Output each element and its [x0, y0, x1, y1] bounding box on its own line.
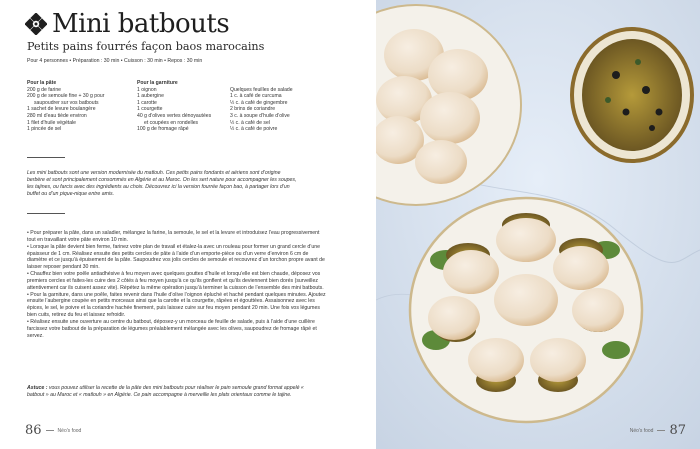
ingredient-item: 200 g de farine — [27, 86, 61, 93]
ingredient-item: 100 g de fromage râpé — [137, 126, 189, 133]
ingredient-item: 3 c. à soupe d’huile d’olive — [230, 112, 290, 119]
dough-heading: Pour la pâte — [27, 80, 57, 86]
brand-name-right: Néo's food — [629, 427, 654, 434]
step-paragraph: • Lorsque la pâte devient bien ferme, farinez votre plan de travail et étalez-la avec un rouleau pour former un grand cercle d’une épaisseur de 1 cm. Réalisez ensuite des petits cercles de pâte à l’aide d’un emporte-pièce ou d’un verre d’environ 6 cm de diamètre et ce jusqu’à épuisement de la pâte. Saupoudrez vos jolis cercles de semoule et recouvrez d’un torchon propre avant de laisser reposer pendant 30 min. — [27, 243, 325, 271]
tip-text: vous pouvez utiliser la recette de la pâte des mini batbouts pour réaliser le pain semoule grand format appelé « batbout » au Maroc et « matlouh » en Algérie. Ce pain accompagne à merveille les plats orientaux comme le tajine. — [27, 385, 304, 398]
ingredient-item: 200 g de semoule fine + 30 g pour — [27, 93, 105, 100]
ingredient-item: 1 c. à café de curcuma — [230, 93, 282, 100]
ingredient-item: 1 courgette — [137, 106, 163, 113]
tip-label: Astuce : — [27, 385, 48, 391]
recipe-subtitle: Petits pains fourrés façon baos marocains — [27, 40, 265, 53]
recipe-intro: Les mini batbouts sont une version modernisée du matlouh. Ces petits pains fondants et aériens sont d’origine berbère et sont principalement consommés en Algérie et au Maroc. On les sert nature pour accompagner les soupes, les tajines, ou farcis avec des ingrédients au choix. Découvrez ici la version fourrée façon bao, à partager lors d’un buffet ou d’un pique-nique entre amis. — [27, 170, 297, 197]
recipe-meta: Pour 4 personnes • Préparation : 30 min • Cuisson : 30 min • Repos : 30 min — [27, 58, 203, 64]
ingredient-item: 280 ml d’eau tiède environ — [27, 112, 87, 119]
ingredient-item: ½ c. à café de gingembre — [230, 99, 288, 106]
page-number-right: 87 — [669, 423, 686, 438]
title-row — [25, 10, 229, 38]
decorative-ornament-icon — [25, 13, 47, 35]
folio-dash — [46, 430, 54, 431]
ingredient-item: 1 pincée de sel — [27, 126, 62, 133]
page-number-left: 86 — [25, 423, 42, 438]
folio-dash — [657, 430, 665, 431]
brand-name-left: Néo's food — [57, 427, 82, 434]
step-paragraph: • Chauffez bien votre poêle antiadhésive à feu moyen avec quelques gouttes d’huile et lorsqu’elle est bien chaude, déposez vos premiers cercles et faites-les cuire des 2 côtés à feu moyen jusqu’à ce qu’ils gonflent et qu’ils deviennent bien dorés (surveillez attentivement car ils cuisent assez vite). Répétez la même opération jusqu’à terminer la cuisson de l’ensemble des mini batbouts. — [27, 271, 324, 291]
folio-right — [630, 423, 686, 438]
ingredient-item: et coupées en rondelles — [144, 119, 199, 126]
ingredient-item: saupoudrer sur vos batbouts — [34, 99, 99, 106]
filling-bowl — [572, 29, 692, 161]
right-page — [376, 0, 700, 449]
ingredient-item: 2 brins de coriandre — [230, 106, 276, 113]
ingredient-item: ½ c. à café de poivre — [230, 126, 278, 133]
step-paragraph: • Réalisez ensuite une ouverture au centre du batbout, déposez-y un morceau de feuille de salade, puis à l’aide d’une cuillère farcissez votre batbout de la préparation de légumes préalablement mélangée avec les olives, saupoudrez de fromage râpé et servez. — [27, 318, 317, 339]
ingredient-item: 40 g d’olives vertes dénoyautées — [137, 112, 212, 119]
ingredient-item: 1 aubergine — [137, 93, 164, 100]
filling-ingredients-continued — [230, 87, 293, 133]
divider — [27, 157, 65, 158]
filling-heading: Pour la garniture — [137, 80, 178, 86]
ingredient-item: Quelques feuilles de salade — [230, 86, 293, 93]
recipe-tip — [27, 385, 317, 399]
divider — [27, 213, 65, 214]
ingredient-item: 1 sachet de levure boulangère — [27, 106, 96, 113]
ingredient-item: ½ c. à café de sel — [230, 119, 270, 126]
step-paragraph: • Pour la garniture, dans une poêle, faites revenir dans l’huile d’olive l’oignon épluché et haché pendant quelques minutes. Ajoutez ensuite l’aubergine coupée en petits morceaux ainsi que la carotte et la courgette, râpées et égouttées. Assaisonnez avec les épices, le sel, le poivre et la coriandre hachée finement, puis laissez cuire sur feu moyen pendant 20 min. Une fois vos légumes bien cuits, retirez du feu et laissez refroidir. — [27, 291, 326, 319]
ingredient-item: 1 filet d’huile végétale — [27, 119, 76, 126]
page-title: Mini batbouts — [52, 9, 230, 39]
ingredient-item: 1 oignon — [137, 86, 157, 93]
folio-left — [25, 423, 81, 438]
filling-ingredients — [137, 80, 211, 133]
dough-ingredients — [27, 80, 104, 133]
serving-plate — [410, 198, 642, 422]
food-photo — [376, 0, 700, 449]
recipe-steps — [27, 230, 327, 340]
step-paragraph: • Pour préparer la pâte, dans un saladier, mélangez la farine, la semoule, le sel et la levure et introduisez l’eau progressivement tout en travaillant votre pâte environ 10 min. — [27, 230, 320, 243]
ingredient-item: 1 carotte — [137, 99, 157, 106]
